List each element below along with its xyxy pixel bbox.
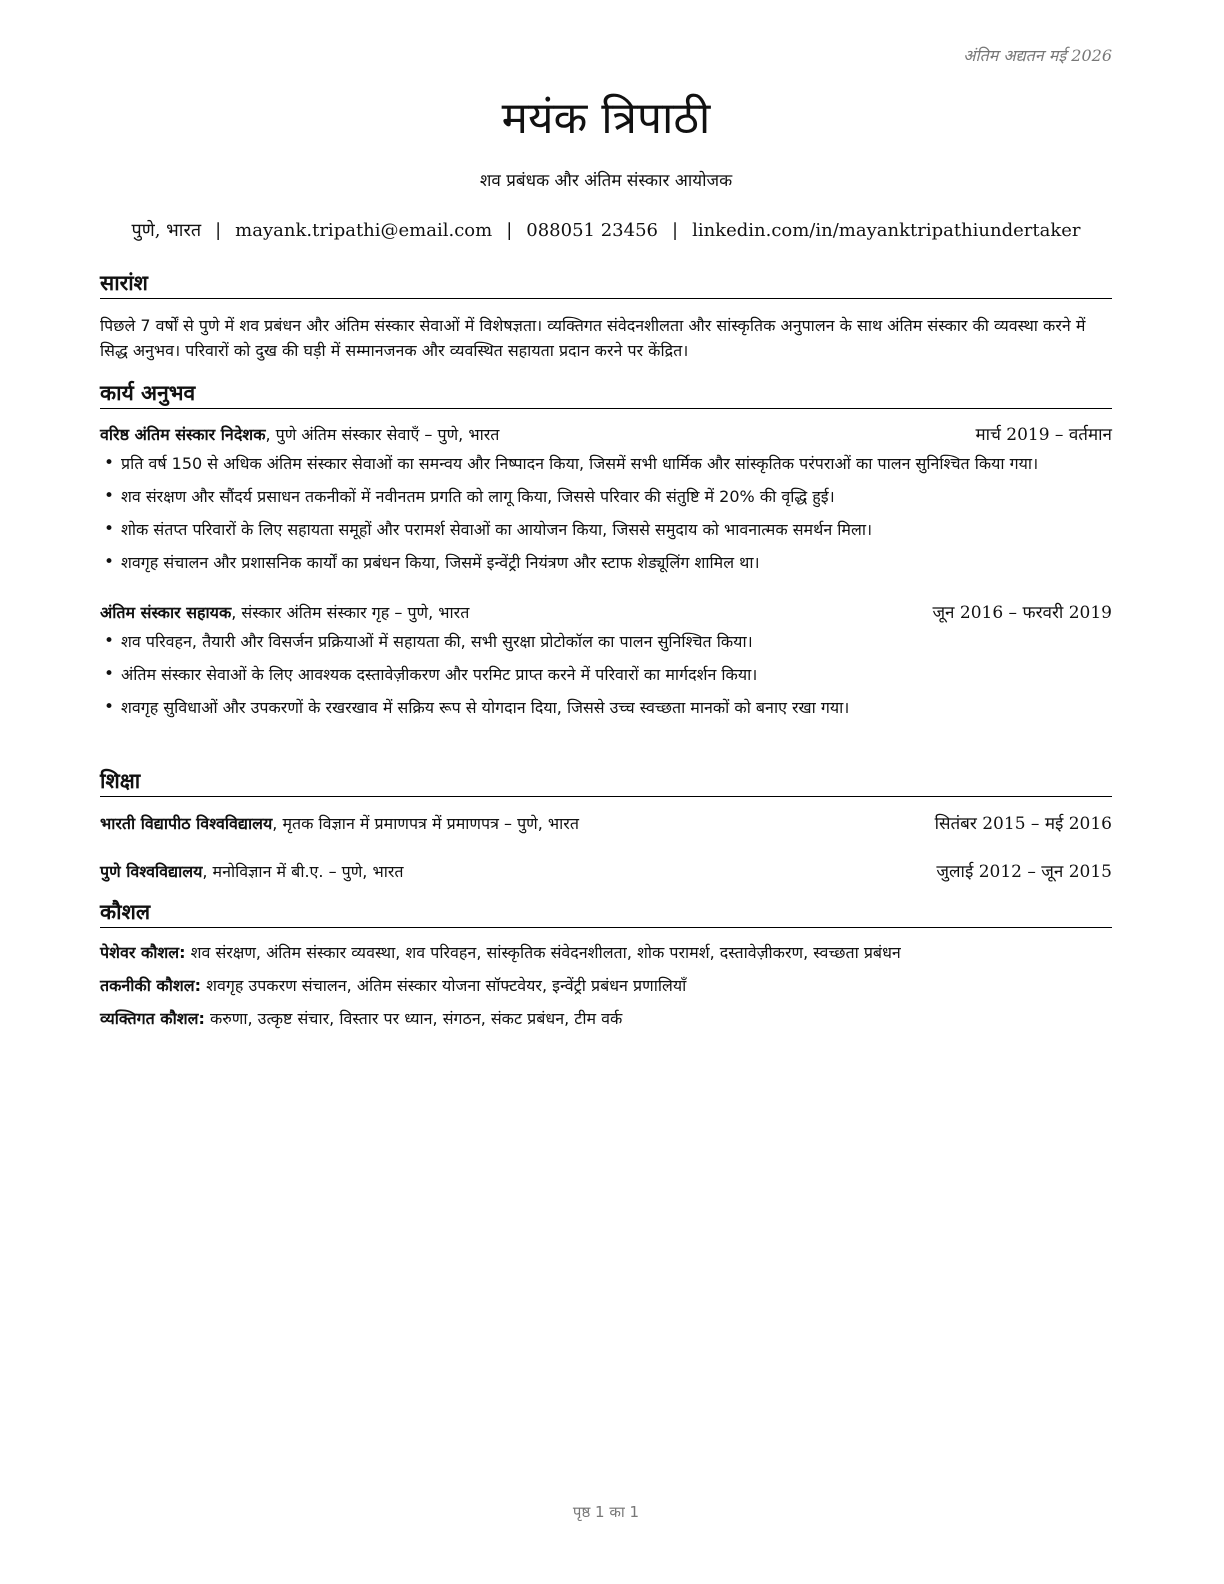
bullet-item: • शोक संतप्त परिवारों के लिए सहायता समूहों और परामर्श सेवाओं का आयोजन किया, जिससे समुदाय को भावनात्मक समर्थन मिला। bbox=[100, 517, 1112, 542]
skill-row bbox=[100, 1007, 1112, 1031]
section-title-education: शिक्षा bbox=[100, 768, 1112, 797]
education-dates: सितंबर 2015 – मई 2016 bbox=[934, 814, 1112, 834]
job-title: शव प्रबंधक और अंतिम संस्कार आयोजक bbox=[479, 171, 733, 191]
section-title-skills: कौशल bbox=[100, 899, 1112, 928]
experience-section bbox=[100, 380, 1112, 728]
education-detail: , मृतक विज्ञान में प्रमाणपत्र में प्रमाणपत्र – पुणे, भारत bbox=[272, 814, 579, 833]
contact-separator: | bbox=[215, 220, 222, 241]
skill-row bbox=[100, 974, 1112, 998]
job-entry bbox=[100, 601, 1112, 720]
skill-value: शवगृह उपकरण संचालन, अंतिम संस्कार योजना सॉफ्टवेयर, इन्वेंट्री प्रबंधन प्रणालियाँ bbox=[201, 976, 687, 995]
bullet-item: • शव परिवहन, तैयारी और विसर्जन प्रक्रियाओं में सहायता की, सभी सुरक्षा प्रोटोकॉल का पालन सुनिश्चित किया। bbox=[100, 629, 1112, 654]
job-dates: मार्च 2019 – वर्तमान bbox=[975, 425, 1112, 445]
contact-linkedin[interactable]: linkedin.com/in/mayanktripathiundertaker bbox=[692, 220, 1081, 241]
skill-label: तकनीकी कौशल: bbox=[100, 976, 201, 995]
job-entry bbox=[100, 423, 1112, 575]
bullet-item: • अंतिम संस्कार सेवाओं के लिए आवश्यक दस्तावेज़ीकरण और परमिट प्राप्त करने में परिवारों का मार्गदर्शन किया। bbox=[100, 662, 1112, 687]
job-role: वरिष्ठ अंतिम संस्कार निदेशक bbox=[100, 425, 266, 444]
education-entry bbox=[100, 812, 1112, 836]
contact-separator: | bbox=[506, 220, 513, 241]
job-org: , पुणे अंतिम संस्कार सेवाएँ – पुणे, भारत bbox=[265, 425, 500, 444]
education-school: भारती विद्यापीठ विश्वविद्यालय bbox=[100, 814, 273, 833]
education-school: पुणे विश्वविद्यालय bbox=[100, 862, 203, 881]
bullet-item: • शवगृह सुविधाओं और उपकरणों के रखरखाव में सक्रिय रूप से योगदान दिया, जिससे उच्च स्वच्छता मानकों को बनाए रखा गया। bbox=[100, 695, 1112, 720]
page-number: पृष्ठ 1 का 1 bbox=[572, 1503, 640, 1521]
summary-section bbox=[100, 270, 1112, 363]
skills-list bbox=[100, 941, 1112, 1031]
contact-separator: | bbox=[671, 220, 679, 241]
bullet-item: • शव संरक्षण और सौंदर्य प्रसाधन तकनीकों में नवीनतम प्रगति को लागू किया, जिससे परिवार की संतुष्टि में 20% की वृद्धि हुई। bbox=[100, 484, 1112, 509]
skill-label: व्यक्तिगत कौशल: bbox=[100, 1009, 205, 1028]
education-section bbox=[100, 768, 1112, 884]
section-title-summary: सारांश bbox=[100, 270, 1112, 299]
skill-label: पेशेवर कौशल: bbox=[100, 943, 186, 962]
contact-phone: 088051 23456 bbox=[526, 220, 658, 241]
job-header bbox=[100, 601, 1112, 625]
summary-text: पिछले 7 वर्षों से पुणे में शव प्रबंधन और अंतिम संस्कार सेवाओं में विशेषज्ञता। व्यक्तिगत संवेदनशीलता और सांस्कृतिक अनुपालन के साथ अंतिम संस्कार की व्यवस्था करने में सिद्ध अनुभव। परिवारों को दुख की घड़ी में सम्मानजनक और व्यवस्थित सहायता प्रदान करने पर केंद्रित। bbox=[100, 316, 1086, 360]
job-bullets bbox=[100, 629, 1112, 720]
job-org: , संस्कार अंतिम संस्कार गृह – पुणे, भारत bbox=[231, 603, 470, 622]
bullet-item: • प्रति वर्ष 150 से अधिक अंतिम संस्कार सेवाओं का समन्वय और निष्पादन किया, जिसमें सभी धार्मिक और सांस्कृतिक परंपराओं का पालन सुनिश्चित किया गया। bbox=[100, 451, 1112, 476]
job-bullets bbox=[100, 451, 1112, 575]
job-header bbox=[100, 423, 1112, 447]
job-title-org bbox=[100, 423, 499, 447]
contact-email[interactable]: mayank.tripathi@email.com bbox=[235, 220, 493, 241]
section-title-experience: कार्य अनुभव bbox=[100, 380, 1112, 409]
skill-row bbox=[100, 941, 1112, 965]
job-title-org bbox=[100, 601, 469, 625]
candidate-name: मयंक त्रिपाठी bbox=[501, 93, 711, 144]
skill-value: शव संरक्षण, अंतिम संस्कार व्यवस्था, शव परिवहन, सांस्कृतिक संवेदनशीलता, शोक परामर्श, दस्तावेज़ीकरण, स्वच्छता प्रबंधन bbox=[185, 943, 901, 962]
education-school-detail bbox=[100, 860, 404, 884]
education-entry bbox=[100, 860, 1112, 884]
education-school-detail bbox=[100, 812, 579, 836]
contact-location: पुणे, भारत bbox=[131, 220, 202, 241]
skills-section bbox=[100, 899, 1112, 1040]
education-dates: जुलाई 2012 – जून 2015 bbox=[936, 862, 1112, 882]
resume-page bbox=[100, 0, 1112, 1584]
skill-value: करुणा, उत्कृष्ट संचार, विस्तार पर ध्यान, संगठन, संकट प्रबंधन, टीम वर्क bbox=[204, 1009, 623, 1028]
job-role: अंतिम संस्कार सहायक bbox=[100, 603, 232, 622]
last-updated: अंतिम अद्यतन मई 2026 bbox=[963, 46, 1112, 65]
contact-line bbox=[100, 218, 1112, 242]
job-dates: जून 2016 – फरवरी 2019 bbox=[932, 603, 1112, 623]
bullet-item: • शवगृह संचालन और प्रशासनिक कार्यों का प्रबंधन किया, जिसमें इन्वेंट्री नियंत्रण और स्टाफ शेड्यूलिंग शामिल था। bbox=[100, 550, 1112, 575]
education-detail: , मनोविज्ञान में बी.ए. – पुणे, भारत bbox=[202, 862, 404, 881]
